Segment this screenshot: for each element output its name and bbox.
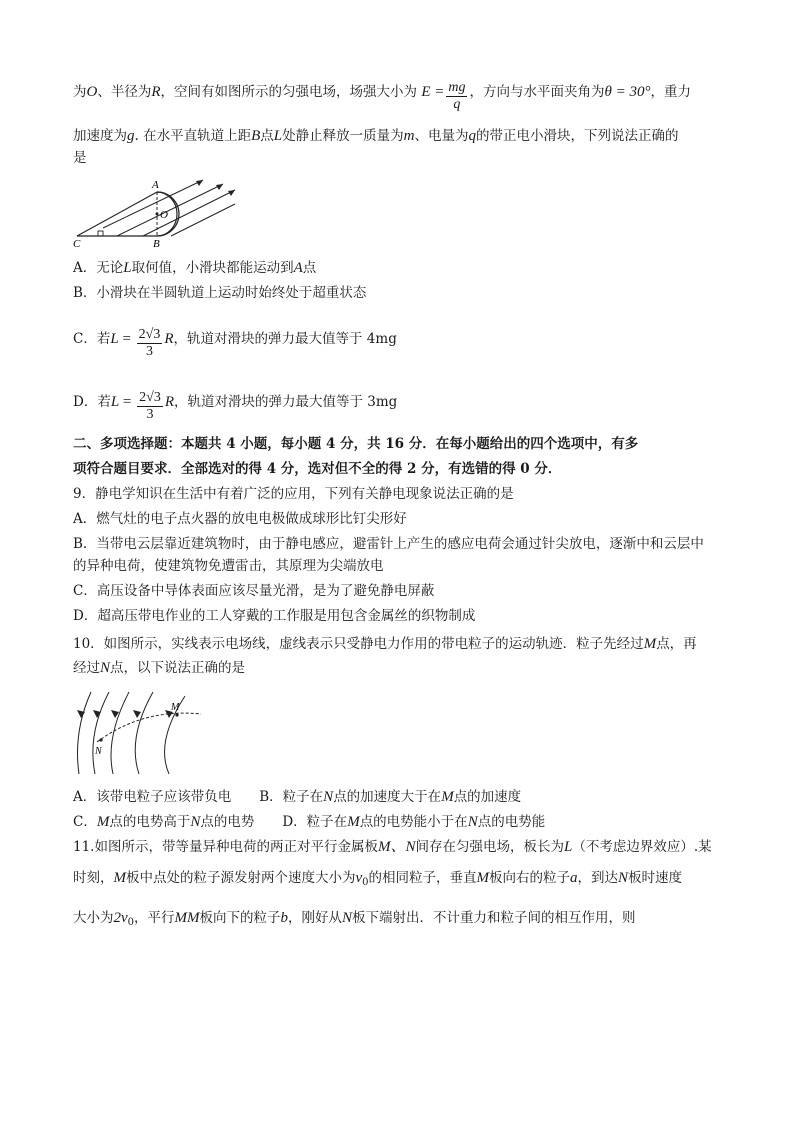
center-point — [156, 213, 159, 216]
q10-option-A: A．该带电粒子应该带负电 — [73, 789, 232, 805]
text: 间存在匀强电场，板长为 — [415, 839, 564, 855]
q9-option-B-line2: 的异种电荷，使建筑物免遭雷击，其原理为尖端放电 — [73, 558, 384, 574]
var-N: N — [323, 789, 334, 805]
label-B: B — [153, 238, 160, 248]
text: 板向下的粒子 — [199, 910, 281, 926]
field-lines-figure — [73, 688, 213, 776]
q8-option-D: D．若L = $\frac{2√3}{3}$ R，轨道对滑块的弹力最大值等于 3mg — [73, 390, 398, 422]
text: 经过 — [73, 660, 100, 676]
text: 点，以下说法正确的是 — [110, 660, 246, 676]
fraction-numerator: 2√3 — [138, 327, 161, 342]
field-line-2 — [93, 692, 109, 774]
point-M — [175, 713, 178, 716]
text: 11.如图所示，带等量异种电荷的两正对平行金属板 — [73, 839, 378, 855]
field-line-4 — [135, 692, 153, 774]
arrow-icon — [133, 710, 141, 718]
var-a: a — [570, 870, 578, 886]
text: 的带正电小滑块，下列说法正确的 — [475, 128, 679, 144]
var-R: R — [164, 394, 174, 410]
var-g: g — [127, 128, 135, 144]
q11-line1 — [73, 837, 712, 857]
text: 为 — [73, 84, 87, 100]
text: 点的电势能小于在 — [359, 814, 468, 830]
text: 、半径为 — [97, 84, 152, 100]
text: ，刚好从 — [288, 910, 343, 926]
var-R: R — [164, 331, 174, 347]
text: 板中点处的粒子源发射两个速度大小为 — [126, 870, 356, 886]
text: D．若 — [73, 394, 111, 410]
field-fraction — [446, 80, 467, 113]
fraction — [137, 390, 163, 423]
q9-option-A: A．燃气灶的电子点火器的放电电极做成球形比钉尖形好 — [73, 511, 407, 527]
var-L: L — [273, 128, 283, 144]
q9-option-B-line1: B．当带电云层靠近建筑物时，由于静电感应，避雷针上产生的感应电荷会通过针尖放电，逐渐中和云层中 — [73, 536, 704, 552]
text: 的相同粒子，垂直 — [368, 870, 477, 886]
section-heading-line2: 项符合题目要求．全部选对的得 4 分，选对但不全的得 2 分，有选错的得 0 分． — [73, 461, 562, 477]
semicircle-track-figure — [73, 176, 238, 248]
label-O: O — [160, 209, 168, 221]
text: （不考虑边界效应）.某 — [572, 839, 712, 855]
text: ，轨道对滑块的弹力最大值等于 3mg — [174, 394, 398, 410]
var-v: v — [355, 870, 363, 886]
var-M: M — [643, 636, 657, 652]
q10-stem-line2 — [73, 658, 245, 678]
q8-line3: 是 — [73, 150, 87, 166]
var-L: L — [110, 331, 119, 347]
q10-stem-line1 — [73, 634, 697, 654]
text: 点的加速度大于在 — [333, 789, 442, 805]
text: C．若 — [73, 331, 111, 347]
fraction-numerator: mg — [448, 80, 466, 95]
text: ，方向与水平面夹角为 — [469, 84, 605, 100]
var-2v: 2v — [113, 910, 128, 926]
fraction — [137, 327, 163, 360]
var-N: N — [100, 660, 111, 676]
text: 点的加速度 — [453, 789, 522, 805]
var-L: L — [123, 260, 132, 276]
text: . 在水平直轨道上距 — [134, 128, 252, 144]
text: 点的电势 — [200, 814, 255, 830]
var-R: R — [151, 84, 161, 100]
text: 点的电势能 — [477, 814, 546, 830]
var-M: M — [113, 870, 126, 886]
q9-option-C: C．高压设备中导体表面应该尽量光滑，是为了避免静电屏蔽 — [73, 583, 435, 599]
subscript-0: 0 — [127, 917, 135, 928]
incline-line-CA — [77, 192, 157, 236]
var-q: q — [468, 128, 476, 144]
field-line-2 — [117, 184, 223, 236]
text: 10．如图所示，实线表示电场线，虚线表示只受静电力作用的带电粒子的运动轨迹．粒子先经过 — [73, 636, 644, 652]
var-L: L — [110, 394, 120, 410]
var-M: M — [441, 789, 454, 805]
fraction-denominator: 3 — [146, 344, 153, 359]
text: 、电量为 — [414, 128, 469, 144]
fraction-denominator: q — [453, 97, 461, 112]
label-N: N — [95, 746, 102, 757]
label-M: M — [171, 702, 180, 713]
text: 点 — [302, 260, 317, 276]
field-line-3 — [111, 692, 129, 774]
var-MN: M、N — [377, 839, 416, 855]
var-m: m — [403, 128, 415, 144]
text: ，平行 — [134, 910, 175, 926]
text: C． — [73, 814, 97, 830]
field-E-lhs: E = — [421, 84, 445, 100]
subscript-0: 0 — [362, 877, 369, 888]
q8-line2 — [73, 126, 678, 146]
label-A: A — [152, 179, 159, 191]
var-O: O — [86, 84, 98, 100]
text: 大小为 — [73, 910, 114, 926]
var-N: N — [618, 870, 629, 886]
var-B: B — [251, 128, 261, 144]
var-M: M — [347, 814, 360, 830]
var-N: N — [467, 814, 478, 830]
text: 加速度为 — [73, 128, 127, 144]
q9-option-D: D．超高压带电作业的工人穿戴的工作服是用包含金属丝的织物制成 — [73, 608, 476, 624]
text: 时刻， — [73, 870, 114, 886]
text: ，轨道对滑块的弹力最大值等于 4mg — [173, 331, 397, 347]
text: 板下端射出．不计重力和粒子间的相互作用，则 — [352, 910, 636, 926]
label-C: C — [73, 238, 81, 248]
q8-option-A — [73, 258, 316, 278]
text: 板向右的粒子 — [489, 870, 571, 886]
var-M: M — [476, 870, 490, 886]
var-MM: MM — [174, 910, 200, 926]
text: ，到达 — [577, 870, 619, 886]
q8-line1 — [73, 80, 691, 113]
q11-line3 — [73, 908, 636, 933]
q10-options-CD — [73, 812, 545, 832]
text: 点，再 — [656, 636, 697, 652]
var-N: N — [190, 814, 201, 830]
text: ，重力 — [650, 84, 691, 100]
fraction-denominator: 3 — [146, 407, 154, 422]
text: 处静止释放一质量为 — [282, 128, 404, 144]
var-M: M — [96, 814, 110, 830]
text: 点的电势高于 — [109, 814, 191, 830]
q10-options-AB — [73, 787, 521, 807]
q8-option-B: B．小滑块在半圆轨道上运动时始终处于超重状态 — [73, 285, 367, 301]
field-line-4 — [171, 204, 235, 236]
text: ，空间有如图所示的匀强电场，场强大小为 — [160, 84, 418, 100]
point-N — [99, 738, 102, 741]
text: 点 — [260, 128, 274, 144]
q8-option-C: C．若L = $\frac{2√3}{3}$ R，轨道对滑块的弹力最大值等于 4mg — [73, 327, 397, 359]
text: D．粒子在 — [282, 814, 348, 830]
text: 取何值，小滑块都能运动到 — [131, 260, 294, 276]
angle-theta: θ = 30° — [604, 84, 651, 100]
text: A．无论 — [73, 260, 124, 276]
q9-stem: 9．静电学知识在生活中有着广泛的应用，下列有关静电现象说法正确的是 — [73, 486, 514, 502]
q11-line2 — [73, 868, 682, 893]
var-N: N — [342, 910, 353, 926]
fraction-numerator: 2√3 — [139, 390, 161, 405]
text: B．粒子在 — [259, 789, 324, 805]
section-heading-line1: 二、多项选择题：本题共 4 小题，每小题 4 分，共 16 分．在每小题给出的四个选项中，有多 — [73, 436, 639, 452]
var-L: L — [564, 839, 573, 855]
var-b: b — [280, 910, 289, 926]
right-angle-mark — [98, 231, 103, 236]
field-line-1 — [78, 692, 92, 774]
var-A: A — [293, 260, 303, 276]
text: 板时速度 — [628, 870, 683, 886]
